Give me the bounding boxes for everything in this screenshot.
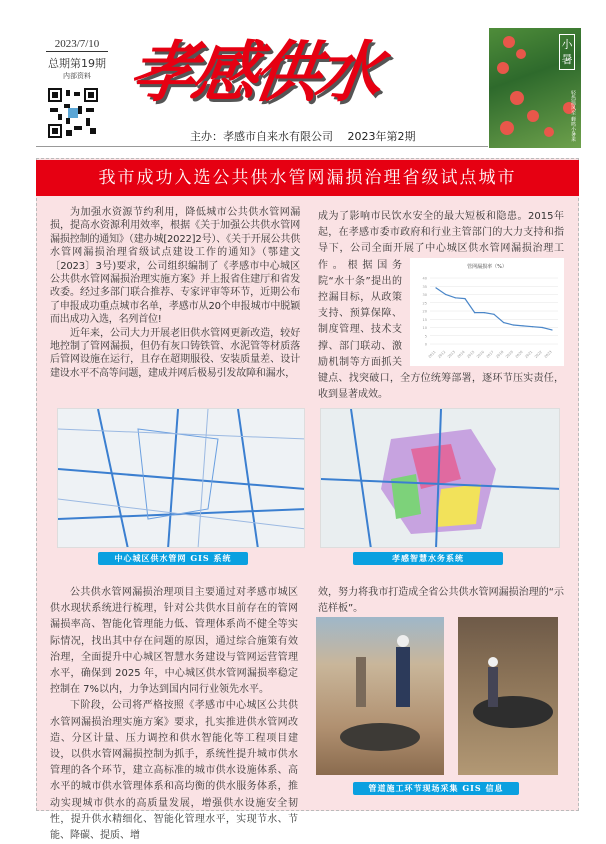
data-point: [445, 294, 446, 295]
article-title: 我市成功入选公共供水管网漏损治理省级试点城市: [36, 160, 579, 196]
x-tick-label: 2021: [524, 349, 534, 360]
column-left-top: [50, 206, 300, 380]
cover-title: 小暑: [559, 34, 575, 70]
data-point: [435, 287, 436, 288]
cover-image: [489, 28, 581, 148]
smart-water-map: [320, 408, 560, 548]
data-point: [503, 322, 504, 323]
qr-code: [48, 88, 98, 138]
y-tick-label: 30: [422, 293, 427, 297]
y-tick-label: 0: [424, 342, 427, 347]
caption-construction: 管道施工环节现场采集 GIS 信息: [353, 782, 519, 795]
x-tick-label: 2020: [514, 349, 524, 360]
x-tick-label: 2013: [446, 349, 457, 360]
map-zones: [321, 409, 560, 548]
x-tick-label: 2023: [543, 349, 553, 360]
column-left-bottom: [50, 585, 298, 844]
data-point: [474, 312, 475, 313]
caption-gis-map: 中心城区供水管网 GIS 系统: [98, 552, 248, 565]
data-point: [493, 314, 494, 315]
data-point: [484, 312, 485, 313]
gis-map: [57, 408, 305, 548]
data-point: [532, 326, 533, 327]
x-tick-label: 2019: [504, 349, 515, 360]
caption-smart-water: 孝感智慧水务系统: [353, 552, 503, 565]
x-tick-label: 2014: [456, 349, 466, 360]
data-point: [513, 324, 514, 325]
column-right-top: [318, 209, 564, 403]
x-tick-label: 2016: [475, 349, 486, 360]
map-roads: [58, 409, 305, 548]
construction-photo-2: [458, 617, 558, 775]
cover-subtitle: 轻热温风至 蝉鸣小暑来: [570, 90, 576, 142]
x-tick-label: 2012: [437, 349, 447, 360]
x-tick-label: 2011: [427, 349, 437, 360]
series-line: [436, 288, 552, 330]
y-tick-label: 20: [422, 309, 427, 314]
column-right-bottom: [318, 585, 564, 617]
y-tick-label: 15: [422, 317, 427, 322]
data-point: [522, 325, 523, 326]
chart-title: 管网漏损率（%）: [467, 264, 507, 270]
data-point: [455, 297, 456, 298]
x-tick-label: 2022: [533, 349, 544, 360]
x-tick-label: 2017: [485, 349, 495, 360]
y-tick-label: 40: [422, 276, 427, 281]
internal-label: 内部资料: [63, 72, 91, 80]
paragraph: 为加强水资源节约利用，降低城市公共供水管网漏损，提高水资源利用效率，根据《关于加强公共供水管网漏损控制的通知》（建办城[2022]2号）、《关于开展公共供水管网漏损治理省级试点建设工作的通知》（鄂建文〔2023〕3号)要求，公司组织编制了《孝感市中心城区公共供水管网漏损治理实施方案》并上报省住建厅和省发改委。经过多部门联合推荐、专家评审等环节，近期公布了申报成功重点城市名单，孝感市从20个申报城市中脱颖而出成功入选，名列首位!: [50, 207, 300, 326]
x-tick-label: 2015: [466, 349, 476, 360]
masthead-logo: 孝感供水: [124, 33, 384, 111]
sponsor-line: 主办：孝感市自来水有限公司 2023年第2期: [190, 130, 416, 143]
data-point: [542, 327, 543, 328]
y-tick-label: 5: [424, 334, 427, 339]
issue-number: 总期第19期: [48, 57, 106, 70]
y-tick-label: 35: [422, 284, 427, 289]
y-tick-label: 25: [422, 301, 427, 306]
data-point: [464, 298, 465, 299]
paragraph: 近年来，公司大力开展老旧供水管网更新改造，较好地控制了管网漏损，但仍有灰口铸铁管、水泥管等材质落后管网设施在运行，且存在超期服役、安装质量差、设计建设水平不高等问题，建成并网后极易引发故障和漏水，: [50, 327, 300, 379]
paragraph: 公共供水管网漏损治理项目主要通过对孝感市城区供水现状系统进行梳理，针对公共供水目前存在的管网漏损率高、智能化管理能力低、管理体系尚不健全等实际情况，找出其中存在问题的原因，通过综合施策有效治理，全面提升中心城区智慧水务建设与管网运营管理水平，确保到 2025 年，中心城区供水管网漏损率稳定控制在 7%以内，力争达到国内同行业领先水平。: [50, 587, 298, 696]
construction-photo-1: [316, 617, 444, 775]
x-tick-label: 2018: [495, 349, 505, 360]
header-rule: [36, 146, 488, 147]
paragraph: 效，努力将我市打造成全省公共供水管网漏损治理的“示范样板”。: [318, 587, 564, 615]
paragraph: 下阶段，公司将严格按照《孝感市中心城区公共供水管网漏损治理实施方案》要求，扎实推进供水管网改造、分区计量、压力调控和供水智能化等工程项目建设，以供水管网漏损控制为抓手，系统性提升城市供水管理的各个环节，建立高标准的城市供水设施体系、高水平的城市供水管理体系和高均衡的供水服务体系，推动实现城市供水的高质量发展，增强供水设施安全韧性，提升供水精细化、智能化管理水平，实现节水、节能、降碳、提质、增: [50, 700, 298, 842]
leakage-rate-chart: [410, 258, 564, 366]
paragraph: 成为了影响市民饮水安全的最大短板和隐患。2015年起，在孝感市委市政府和行业主管部门的大力支持和指导下，公司全面开展了中心城区供水管网漏损治理工作。根据国务院“水十条”提出的控漏目标，从政策支持、预算保障、制度管理、技术支撑、部门联动、激励机制等方面抓关键点、找突破口，全方位统筹部署，逐环节压实责任，收到显著成效。: [318, 211, 564, 401]
issue-date: 2023/7/10: [46, 38, 108, 52]
data-point: [551, 329, 552, 330]
y-tick-label: 10: [422, 326, 427, 330]
